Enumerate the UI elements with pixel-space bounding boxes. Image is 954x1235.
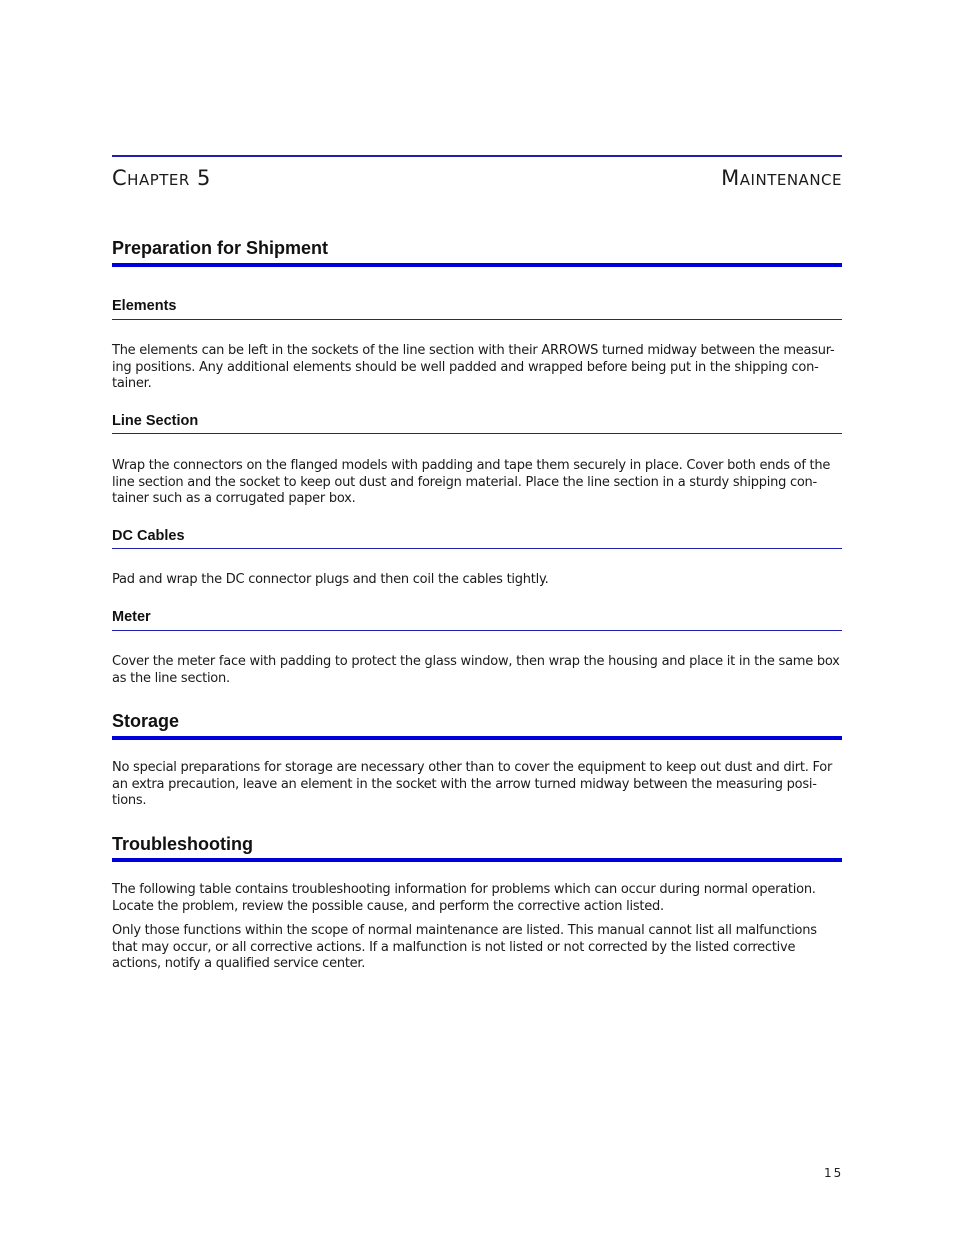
text-line: an extra precaution, leave an element in the socket with the arrow turned midway between the measuring posi- (112, 776, 817, 792)
text-line: The following table contains troubleshooting information for problems which can occur during normal operation. (112, 882, 816, 897)
paragraph-line-section (112, 458, 842, 508)
text-line: tions. (112, 793, 147, 808)
subsection-rule-meter (112, 630, 842, 631)
section-rule-preparation (112, 263, 842, 267)
subsection-rule-dc-cables (112, 548, 842, 549)
text-line: line section and the socket to keep out dust and foreign material. Place the line section in a sturdy shipping con- (112, 474, 817, 490)
paragraph-elements (112, 343, 842, 393)
section-rule-storage (112, 736, 842, 740)
subsection-heading-line-section: Line Section (112, 413, 199, 429)
subsection-rule-elements (112, 319, 842, 320)
text-line: No special preparations for storage are necessary other than to cover the equipment to keep out dust and dirt. For (112, 760, 833, 775)
subsection-heading-elements: Elements (112, 298, 177, 314)
paragraph-storage (112, 760, 842, 810)
subsection-rule-line-section (112, 433, 842, 434)
page-number: 15 (824, 1166, 844, 1180)
subsection-heading-dc-cables: DC Cables (112, 528, 185, 544)
section-heading-troubleshooting: Troubleshooting (112, 834, 253, 854)
chapter-header (112, 166, 842, 190)
paragraph-dc-cables (112, 572, 842, 589)
text-line: that may occur, or all corrective actions. If a malfunction is not listed or not corrected by the listed corrective (112, 939, 796, 955)
paragraph-troubleshooting-intro (112, 882, 842, 915)
text-line: Cover the meter face with padding to protect the glass window, then wrap the housing and place it in the same box (112, 654, 840, 669)
chapter-label: Chapter 5 (112, 166, 211, 190)
subsection-heading-meter: Meter (112, 609, 151, 625)
paragraph-troubleshooting-scope (112, 923, 842, 973)
section-heading-storage: Storage (112, 711, 180, 731)
section-rule-troubleshooting (112, 858, 842, 862)
paragraph-meter (112, 654, 842, 687)
text-line: actions, notify a qualified service center. (112, 956, 366, 971)
text-line: ing positions. Any additional elements should be well padded and wrapped before being put in the shipping con- (112, 359, 819, 375)
text-line: tainer such as a corrugated paper box. (112, 491, 356, 506)
text-line: tainer. (112, 376, 152, 391)
chapter-title: Maintenance (721, 166, 842, 190)
text-line: Locate the problem, review the possible cause, and perform the corrective action listed. (112, 898, 664, 914)
text-line: The elements can be left in the sockets of the line section with their ARROWS turned midway between the measur- (112, 343, 835, 358)
text-line: Only those functions within the scope of normal maintenance are listed. This manual cannot list all malfunctions (112, 923, 817, 938)
text-line: Pad and wrap the DC connector plugs and then coil the cables tightly. (112, 572, 549, 587)
text-line: as the line section. (112, 670, 230, 686)
chapter-rule (112, 155, 842, 157)
document-page (112, 0, 842, 1235)
section-heading-preparation: Preparation for Shipment (112, 238, 329, 258)
text-line: Wrap the connectors on the flanged models with padding and tape them securely in place. Cover both ends of the (112, 458, 831, 473)
